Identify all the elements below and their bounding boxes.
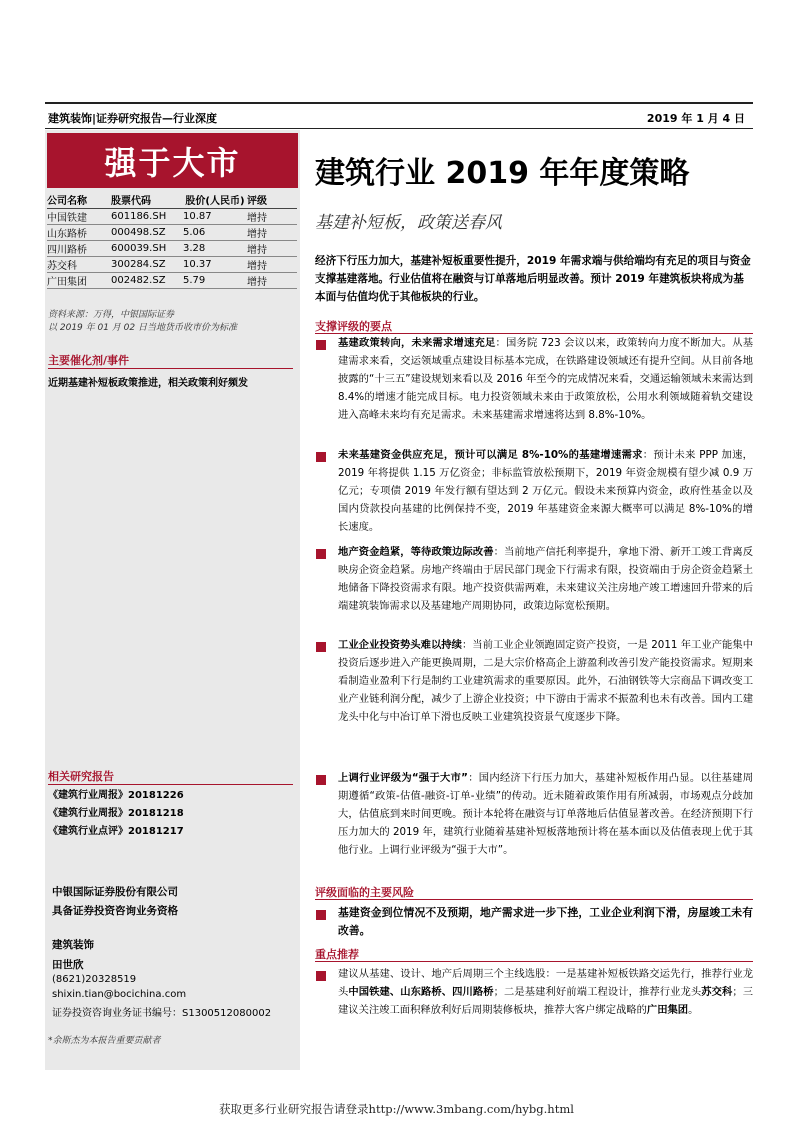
header-rule-bottom	[45, 128, 753, 129]
cell-code: 601186.SH	[111, 209, 183, 225]
point-text: ：国内经济下行压力加大，基建补短板作用凸显。以往基建周期遵循“政策-估值-融资-订单-业绩”的传动。近未随着政策作用有所减弱，市场观点分歧加大，估值底到来时间更晚。预计本轮将在融资与订单落地后估值显著改善。在经济预期下行压力加大的 2019 年，建筑行业随着基建补短板落地预计将在基本面以及估值表现上优于其他行业。上调行业评级为“强于大市”。	[338, 772, 753, 856]
company-qualification: 具备证券投资咨询业务资格	[52, 905, 178, 917]
cell-price: 5.79	[183, 273, 247, 289]
point-paragraph	[338, 769, 753, 859]
cell-code: 002482.SZ	[111, 273, 183, 289]
stock-table	[47, 191, 297, 289]
point-paragraph	[338, 334, 753, 424]
point-paragraph	[338, 636, 753, 726]
risk-rule	[315, 899, 753, 900]
table-row	[47, 241, 297, 257]
cell-company: 广田集团	[47, 273, 111, 289]
cell-price: 3.28	[183, 241, 247, 257]
point-text: ：当前地产信托利率提升，拿地下滑、新开工竣工背离反映房企资金趋紧。房地产终端由于居民部门现金下行需求有限，投资端由于房企资金趋紧土地储备下降投资需求有限。地产投资供需两难，未来建议关注房地产竣工增速回升带来的后端建筑装饰需求以及基建地产周期协同，政策边际宽松预期。	[338, 546, 754, 612]
cell-company: 四川路桥	[47, 241, 111, 257]
bullet-icon	[316, 775, 326, 785]
events-heading: 主要催化剂/事件	[48, 354, 130, 367]
events-rule	[48, 368, 293, 369]
related-report[interactable]: 《建筑行业周报》20181226	[48, 790, 184, 801]
col-rating: 评级	[247, 191, 297, 209]
cell-code: 300284.SZ	[111, 257, 183, 273]
picks-rule	[315, 961, 753, 962]
picks-paragraph	[338, 965, 753, 1019]
analyst-cert: 证券投资咨询业务证书编号：S1300512080002	[52, 1008, 272, 1019]
risk-heading: 评级面临的主要风险	[315, 886, 414, 899]
bullet-icon	[316, 340, 326, 350]
point-text: ：预计未来 PPP 加速，2019 年将提供 1.15 万亿资金；非标监管放松预期下，2019 年资金规模有望少减 0.9 万亿元；专项债 2019 年发行额有望达到 2 万亿元。假设未来预算内资金，政府性基金以及国内贷款投向基建的比例保持不变，2019 年基建资金来源大概率可以满足 8%-10%的增长速度。	[338, 449, 753, 533]
picks-text: 建议从基建、设计、地产后周期三个主线选股：一是基建补短板铁路交运先行，推荐行业龙头	[338, 968, 753, 998]
point-lead: 上调行业评级为“强于大市”	[338, 772, 468, 784]
cell-rating: 增持	[247, 257, 297, 273]
col-company: 公司名称	[47, 191, 111, 209]
point-paragraph	[338, 446, 753, 536]
sector-label: 建筑装饰	[52, 939, 94, 951]
point-lead: 地产资金趋紧，等待政策边际改善	[338, 546, 494, 558]
analyst-phone: (8621)20328519	[52, 974, 137, 985]
header-rule-top	[45, 102, 753, 104]
cell-rating: 增持	[247, 209, 297, 225]
table-row	[47, 225, 297, 241]
footer-link[interactable]: 获取更多行业研究报告请登录http://www.3mbang.com/hybg.html	[219, 1102, 574, 1116]
cell-price: 10.37	[183, 257, 247, 273]
cell-price: 5.06	[183, 225, 247, 241]
cell-company: 山东路桥	[47, 225, 111, 241]
report-title: 建筑行业 2019 年年度策略	[315, 156, 690, 191]
picks-heading: 重点推荐	[315, 948, 359, 961]
contributor-note: *余斯杰为本报告重要贡献者	[48, 1036, 161, 1046]
bullet-icon	[316, 971, 326, 981]
related-report[interactable]: 《建筑行业点评》20181217	[48, 826, 184, 837]
report-subtitle: 基建补短板，政策送春风	[315, 213, 502, 233]
analyst-name: 田世欣	[52, 959, 84, 971]
point-text: ：当前工业企业领跑固定资产投资，一是 2011 年工业产能集中投资后逐步进入产能更换周期，二是大宗价格高企上游盈利改善引发产能投资需求。短期来看制造业盈利下行是制约工业建筑需求的重要原因。此外，石油钢铁等大宗商品下调改变工业产业链利润分配，减少了上游企业投资；中下游由于需求不振盈利也未有改善。国内工建龙头中化与中冶订单下滑也反映工业建筑投资景气度逐步下降。	[338, 639, 754, 723]
related-rule	[48, 784, 293, 785]
cell-rating: 增持	[247, 241, 297, 257]
company-name: 中银国际证券股份有限公司	[52, 886, 178, 898]
cell-price: 10.87	[183, 209, 247, 225]
point-paragraph	[338, 543, 753, 615]
bullet-icon	[316, 452, 326, 462]
table-row	[47, 257, 297, 273]
cell-code: 600039.SH	[111, 241, 183, 257]
related-report[interactable]: 《建筑行业周报》20181218	[48, 808, 184, 819]
cell-company: 中国铁建	[47, 209, 111, 225]
header-date: 2019 年 1 月 4 日	[646, 112, 745, 125]
events-text: 近期基建补短板政策推进，相关政策利好频发	[48, 378, 248, 389]
cell-code: 000498.SZ	[111, 225, 183, 241]
point-lead: 未来基建资金供应充足，预计可以满足 8%-10%的基建增速需求	[338, 449, 643, 461]
header-category: 建筑装饰|证券研究报告—行业深度	[48, 112, 218, 125]
table-row	[47, 209, 297, 225]
bullet-icon	[316, 910, 326, 920]
picks-text: ；二是基建利好前端工程设计，推荐行业龙头	[493, 986, 702, 998]
picks-text: 。	[688, 1004, 699, 1016]
bullet-icon	[316, 549, 326, 559]
cell-company: 苏交科	[47, 257, 111, 273]
col-price: 股价(人民币)	[183, 191, 247, 209]
picks-text: ；三建议关注竣工面积释放利好后周期装修板块，推荐大客户绑定战略的	[338, 986, 754, 1016]
stock-table-header	[47, 191, 297, 209]
point-lead: 工业企业投资势头难以持续	[338, 639, 462, 651]
point-text: ：国务院 723 会议以来，政策转向力度不断加大。从基建需求来看，交运领域重点建设目标基本完成，在铁路建设领域还有提升空间。从目前各地披露的“十三五”建设规划来看以及 2016 年至今的完成情况来看，交通运输领域未来需达到 8.4%的增速才能完成目标。电力投资领域未来由于政策放松，公用水利领域随着轨交建设进入高峰未来均有充足需求。未来基建需求增速将达到 8.8%-10%。	[338, 337, 754, 421]
picks-stocks: 中国铁建、山东路桥、四川路桥	[348, 986, 494, 998]
related-heading: 相关研究报告	[48, 770, 114, 783]
support-heading: 支撑评级的要点	[315, 320, 392, 333]
rating-badge: 强于大市	[47, 133, 298, 188]
picks-stocks: 广田集团	[646, 1004, 689, 1016]
risk-text: 基建资金到位情况不及预期，地产需求进一步下挫，工业企业利润下滑，房屋竣工未有改善。	[338, 906, 753, 937]
summary-intro: 经济下行压力加大，基建补短板重要性提升，2019 年需求端与供给端均有充足的项目与资金支撑基建落地。行业估值将在融资与订单落地后明显改善。预计 2019 年建筑板块将成为基本面与估值均优于其他板块的行业。	[315, 255, 751, 303]
source-note: 资料来源：万得，中银国际证券	[48, 310, 175, 320]
table-row	[47, 273, 297, 289]
col-code: 股票代码	[111, 191, 183, 209]
picks-stocks: 苏交科	[701, 986, 733, 998]
bullet-icon	[316, 642, 326, 652]
cell-rating: 增持	[247, 273, 297, 289]
cell-rating: 增持	[247, 225, 297, 241]
analyst-email[interactable]: shixin.tian@bocichina.com	[52, 989, 187, 1000]
point-lead: 基建政策转向，未来需求增速充足	[338, 337, 496, 349]
price-date-note: 以 2019 年 01 月 02 日当地货币收市价为标准	[48, 323, 237, 333]
